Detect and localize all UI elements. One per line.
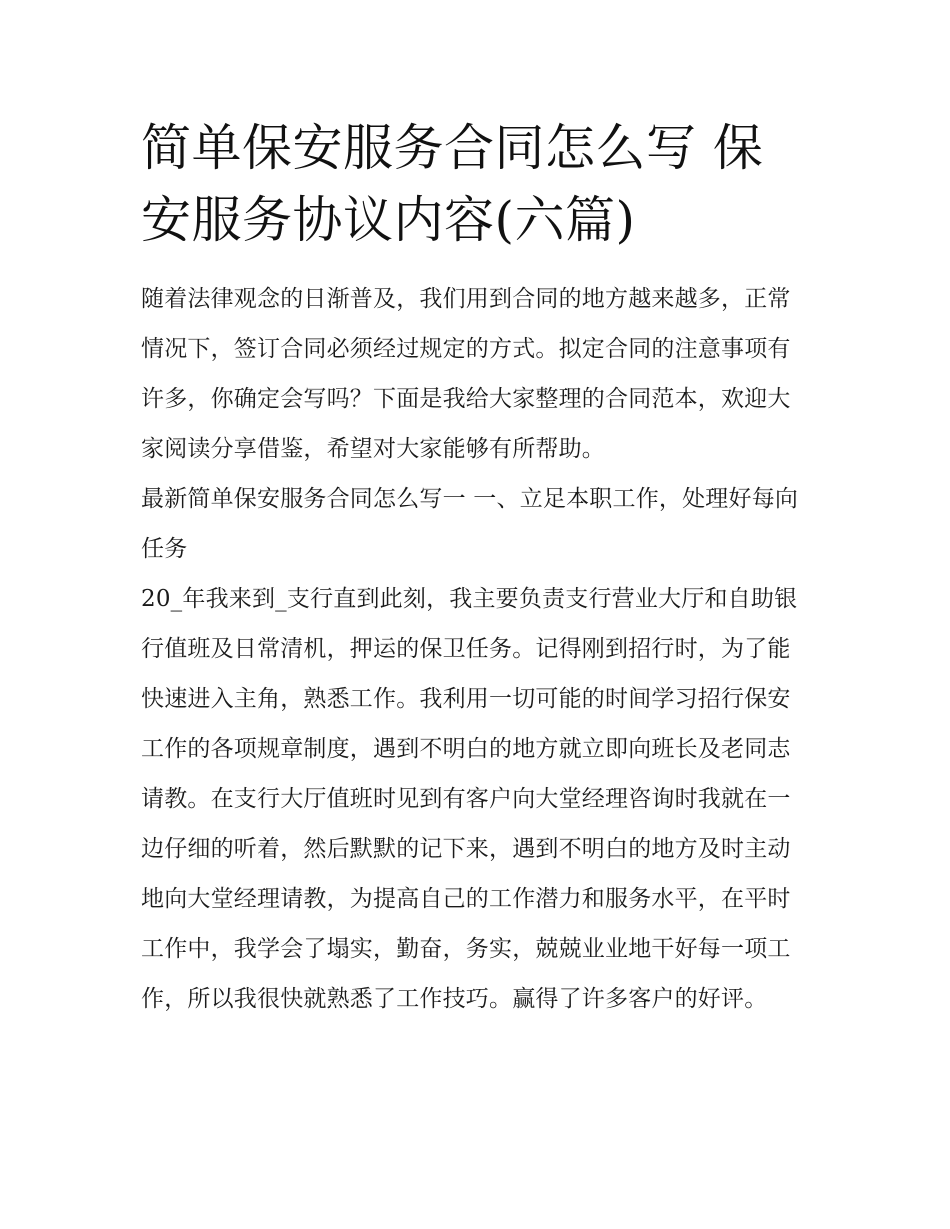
document-title: 简单保安服务合同怎么写 保安服务协议内容(六篇): [141, 119, 764, 249]
paragraph-work-summary: 20_年我来到_支行直到此刻，我主要负责支行营业大厅和自助银行值班及日常清机，押运的保卫任务。记得刚到招行时，为了能快速进入主角，熟悉工作。我利用一切可能的时间学习招行保安工作的各项规章制度，遇到不明白的地方就立即向班长及老同志请教。在支行大厅值班时见到有客户向大堂经理咨询时我就在一边仔细的听着，然后默默的记下来，遇到不明白的地方及时主动地向大堂经理请教，为提高自己的工作潜力和服务水平，在平时工作中，我学会了塌实，勤奋，务实，兢兢业业地干好每一项工作，所以我很快就熟悉了工作技巧。赢得了许多客户的好评。: [141, 586, 798, 1012]
document-page: [141, 112, 813, 1024]
paragraph-intro: 随着法律观念的日渐普及，我们用到合同的地方越来越多，正常情况下，签订合同必须经过规定的方式。拟定合同的注意事项有许多，你确定会写吗？下面是我给大家整理的合同范本，欢迎大家阅读分享借鉴，希望对大家能够有所帮助。: [141, 286, 791, 462]
paragraph-section-heading: 最新简单保安服务合同怎么写一 一、立足本职工作，处理好每向任务: [141, 486, 799, 562]
document-body: [141, 274, 813, 1024]
